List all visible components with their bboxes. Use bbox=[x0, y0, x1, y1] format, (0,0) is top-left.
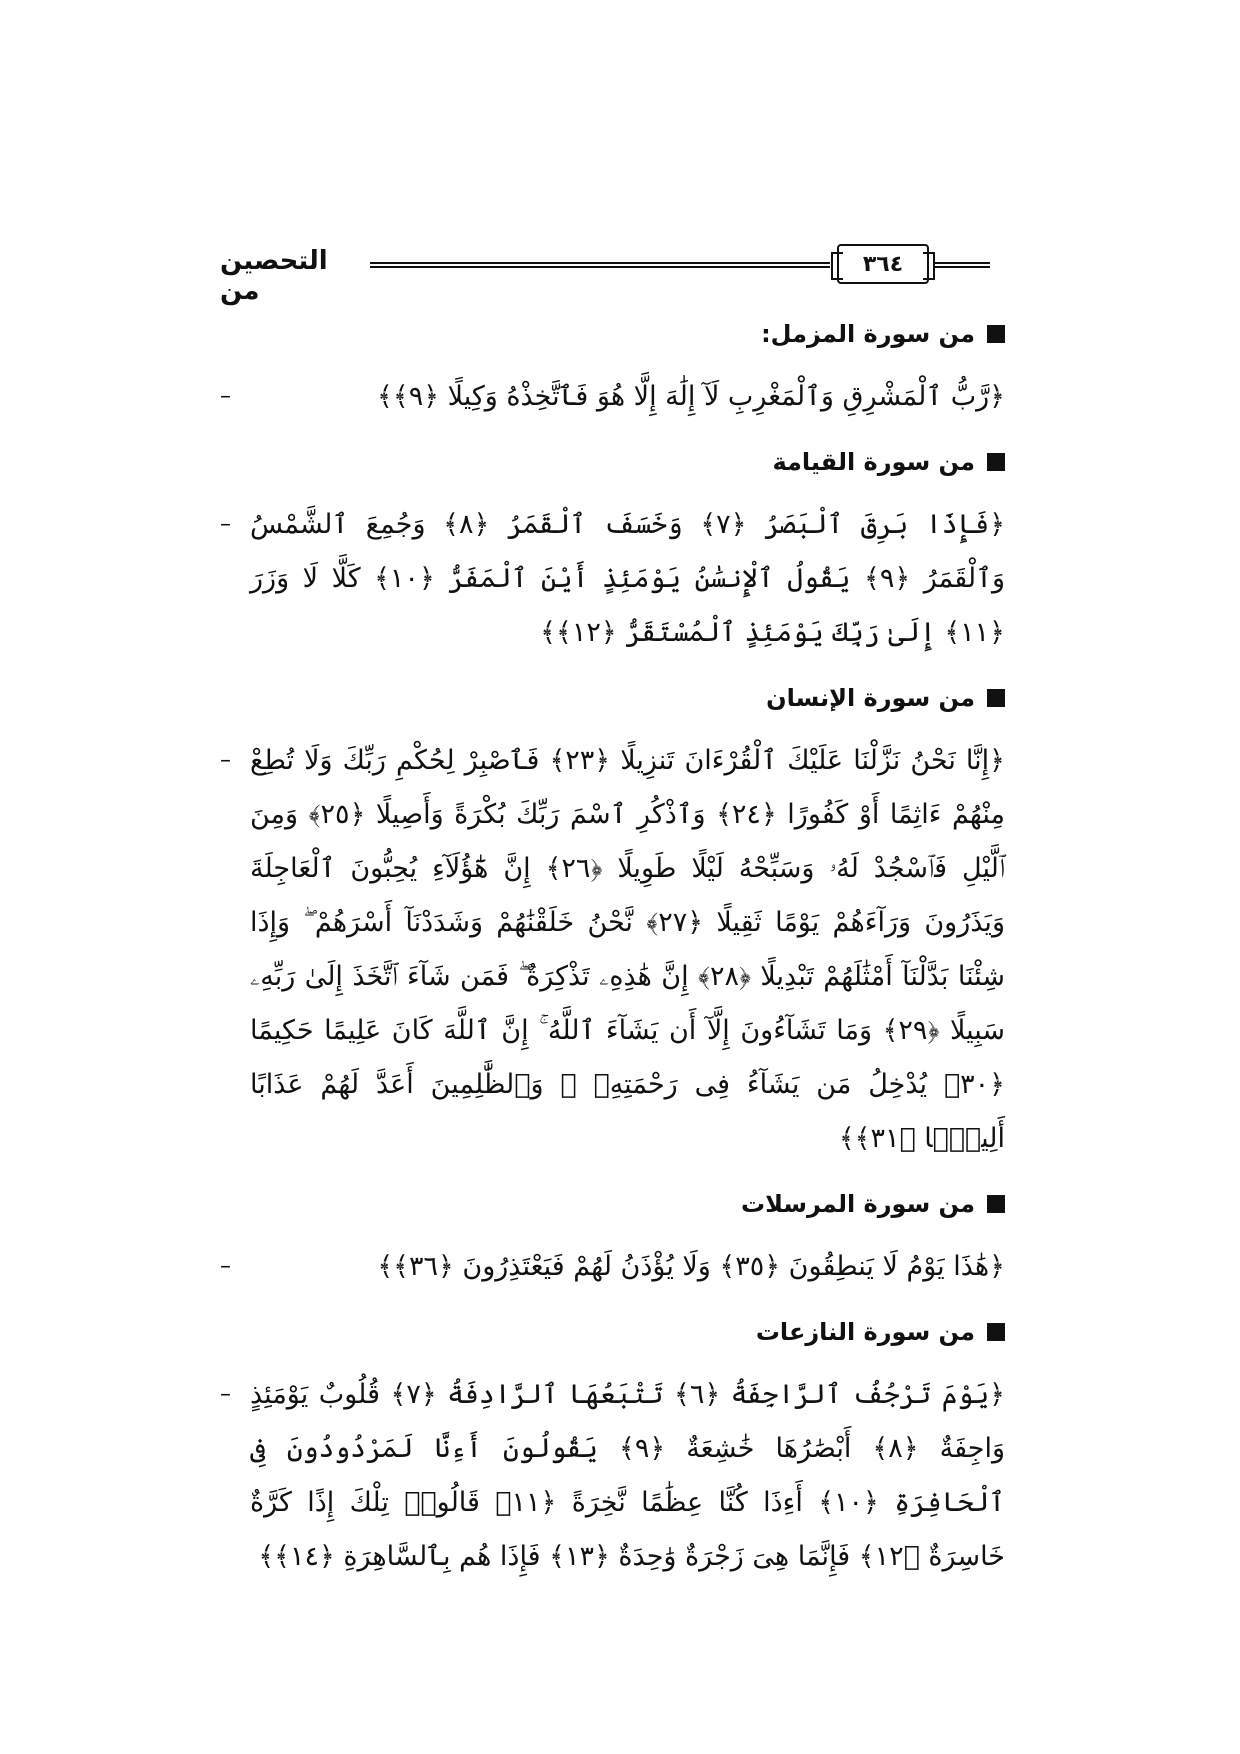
verse-text: ﴿رَّبُّ ٱلْمَشْرِقِ وَٱلْمَغْرِبِ لَآ إِلَٰهَ إِلَّا هُوَ فَٱتَّخِذْهُ وَكِيلًا ﴿٩﴾﴾ bbox=[377, 381, 1005, 412]
header-rule-left bbox=[370, 262, 830, 268]
page-content bbox=[220, 310, 1005, 1598]
dash-bullet-icon: – bbox=[220, 384, 231, 409]
section-heading-text: من سورة القيامة bbox=[772, 448, 975, 476]
section-heading bbox=[220, 1180, 1005, 1228]
page-header bbox=[220, 240, 1000, 306]
verse-block bbox=[220, 370, 1005, 424]
section-qiyamah bbox=[220, 438, 1005, 660]
verse-block bbox=[220, 734, 1005, 1166]
verse-text: ﴿هَٰذَا يَوْمُ لَا يَنطِقُونَ ﴿٣٥﴾ وَلَا يُؤْذَنُ لَهُمْ فَيَعْتَذِرُونَ ﴿٣٦﴾﴾ bbox=[377, 1251, 1005, 1282]
page-number-badge: ٣٦٤ bbox=[837, 244, 929, 284]
section-muzzammil bbox=[220, 310, 1005, 424]
verse-block bbox=[220, 1240, 1005, 1294]
section-heading-text: من سورة المرسلات bbox=[741, 1190, 975, 1218]
dash-bullet-icon: – bbox=[220, 512, 231, 537]
verse-block bbox=[220, 1368, 1005, 1584]
square-bullet-icon bbox=[987, 325, 1005, 343]
section-naziat bbox=[220, 1308, 1005, 1584]
section-heading-text: من سورة المزمل: bbox=[761, 320, 975, 348]
section-heading bbox=[220, 310, 1005, 358]
verse-text: ﴿إِنَّا نَحْنُ نَزَّلْنَا عَلَيْكَ ٱلْقُرْءَانَ تَنزِيلًا ﴿٢٣﴾ فَٱصْبِرْ لِحُكْمِ رَبِّكَ وَلَا تُطِعْ مِنْهُمْ ءَاثِمًا أَوْ كَفُورًا ﴿٢٤﴾ وَٱذْكُرِ ٱسْمَ رَبِّكَ بُكْرَةً وَأَصِيلًا ﴿٢٥﴾ وَمِنَ ٱلَّيْلِ فَٱسْجُدْ لَهُۥ وَسَبِّحْهُ لَيْلًا طَوِيلًا ﴿٢٦﴾ إِنَّ هَٰٓؤُلَآءِ يُحِبُّونَ ٱلْعَاجِلَةَ وَيَذَرُونَ وَرَآءَهُمْ يَوْمًا ثَقِيلًا ﴿٢٧﴾ نَّحْنُ خَلَقْنَٰهُمْ وَشَدَدْنَآ أَسْرَهُمْ ۖ وَإِذَا شِئْنَا بَدَّلْنَآ أَمْثَٰلَهُمْ تَبْدِيلًا ﴿٢٨﴾ إِنَّ هَٰذِهِۦ تَذْكِرَةٌ ۖ فَمَن شَآءَ ٱتَّخَذَ إِلَىٰ رَبِّهِۦ سَبِيلًا ﴿٢٩﴾ وَمَا تَشَآءُونَ إِلَّآ أَن يَشَآءَ ٱللَّهُ ۚ إِنَّ ٱللَّهَ كَانَ عَلِيمًا حَكِيمًا ﴿٣٠﴾ يُدْخِلُ مَن يَشَآءُ فِى رَحْمَتِهِۦ ۚ وَٱلظَّٰلِمِينَ أَعَدَّ لَهُمْ عَذَابًا أَلِيمًۢا ﴿٣١﴾﴾ bbox=[250, 745, 1005, 1154]
dash-bullet-icon: – bbox=[220, 1254, 231, 1279]
running-title: التحصين من bbox=[220, 246, 328, 306]
section-heading bbox=[220, 674, 1005, 722]
section-heading-text: من سورة النازعات bbox=[755, 1318, 975, 1346]
header-rule-right bbox=[935, 262, 990, 268]
section-heading bbox=[220, 1308, 1005, 1356]
section-heading-text: من سورة الإنسان bbox=[766, 684, 975, 712]
section-mursalat bbox=[220, 1180, 1005, 1294]
verse-text: ﴿يَوْمَ تَرْجُفُ ٱلرَّاجِفَةُ ﴿٦﴾ تَتْبَعُهَا ٱلرَّادِفَةُ ﴿٧﴾ قُلُوبٌ يَوْمَئِذٍ وَاجِفَةٌ ﴿٨﴾ أَبْصَٰرُهَا خَٰشِعَةٌ ﴿٩﴾ يَقُولُونَ أَءِنَّا لَمَرْدُودُونَ فِى ٱلْحَافِرَةِ ﴿١٠﴾ أَءِذَا كُنَّا عِظَٰمًا نَّخِرَةً ﴿١١﴾ قَالُوا۟ تِلْكَ إِذًا كَرَّةٌ خَاسِرَةٌ ﴿١٢﴾ فَإِنَّمَا هِىَ زَجْرَةٌ وَٰحِدَةٌ ﴿١٣﴾ فَإِذَا هُم بِٱلسَّاهِرَةِ ﴿١٤﴾﴾ bbox=[250, 1379, 1005, 1572]
dash-bullet-icon: – bbox=[220, 1382, 231, 1407]
verse-block bbox=[220, 498, 1005, 660]
square-bullet-icon bbox=[987, 1195, 1005, 1213]
square-bullet-icon bbox=[987, 689, 1005, 707]
section-heading bbox=[220, 438, 1005, 486]
dash-bullet-icon: – bbox=[220, 748, 231, 773]
square-bullet-icon bbox=[987, 453, 1005, 471]
section-insan bbox=[220, 674, 1005, 1166]
square-bullet-icon bbox=[987, 1323, 1005, 1341]
verse-text: ﴿فَإِذَا بَرِقَ ٱلْبَصَرُ ﴿٧﴾ وَخَسَفَ ٱلْقَمَرُ ﴿٨﴾ وَجُمِعَ ٱلشَّمْسُ وَٱلْقَمَرُ ﴿٩﴾ يَقُولُ ٱلْإِنسَٰنُ يَوْمَئِذٍ أَيْنَ ٱلْمَفَرُّ ﴿١٠﴾ كَلَّا لَا وَزَرَ ﴿١١﴾ إِلَىٰ رَبِّكَ يَوْمَئِذٍ ٱلْمُسْتَقَرُّ ﴿١٢﴾﴾ bbox=[250, 509, 1006, 648]
